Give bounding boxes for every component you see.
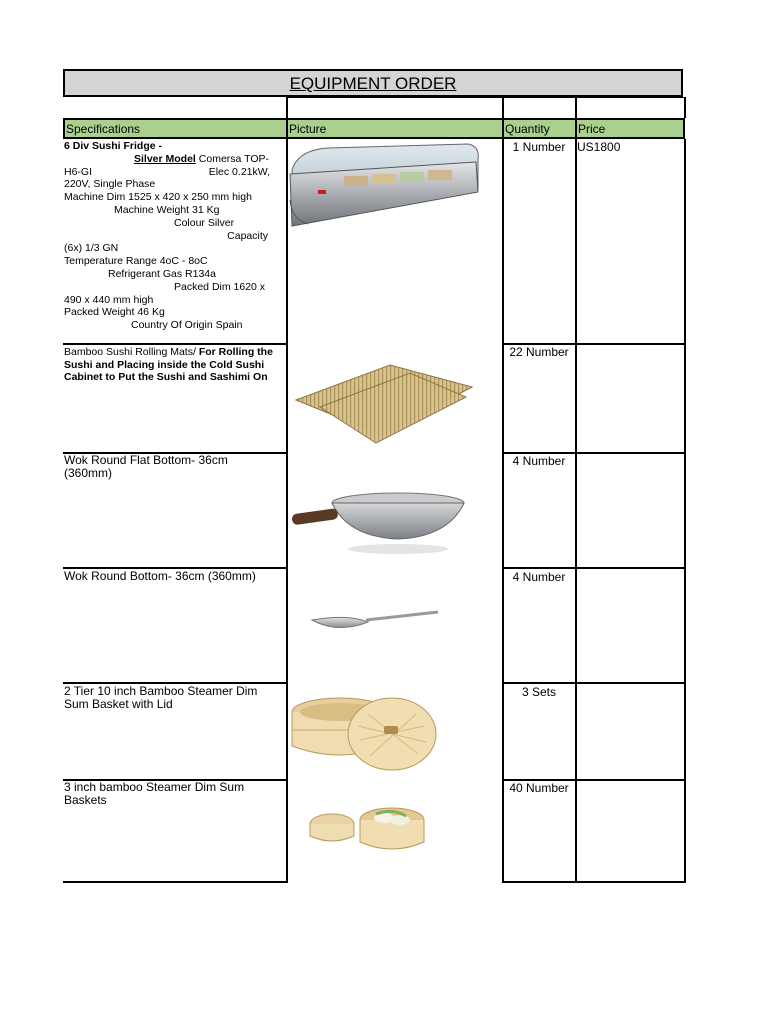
spacer-line <box>575 97 685 98</box>
spec-line <box>64 166 284 179</box>
spec-line: Packed Weight 46 Kg <box>64 306 165 319</box>
spec-line: Temperature Range 4oC - 8oC <box>64 255 208 268</box>
quantity-wok-flat: 4 Number <box>512 454 566 468</box>
header-divider <box>286 118 288 139</box>
quantity-wok-round: 4 Number <box>512 570 566 584</box>
spec-3-inch-steamer: 3 inch bamboo Steamer Dim Sum Baskets <box>64 780 245 807</box>
price-sushi-fridge: US1800 <box>577 140 621 154</box>
spec-line: Machine Dim 1525 x 420 x 250 mm high <box>64 191 252 204</box>
spec-line: 6 Div Sushi Fridge - <box>64 140 163 152</box>
header-specifications: Specifications <box>66 122 141 136</box>
spec-text: H6-GI <box>64 165 93 178</box>
model-label: Silver Model <box>134 152 196 165</box>
spec-line: Refrigerant Gas R134a <box>108 267 216 280</box>
sushi-fridge-image <box>288 140 481 228</box>
spec-line: Packed Dim 1620 x <box>174 280 266 293</box>
spec-line: Country Of Origin Spain <box>131 319 243 332</box>
title-text: EQUIPMENT ORDER <box>289 74 457 93</box>
spec-text: Bamboo Sushi Rolling Mats/ <box>64 346 199 358</box>
spec-wok-round: Wok Round Bottom- 36cm (360mm) <box>64 569 256 583</box>
row-divider <box>63 881 287 883</box>
header-picture: Picture <box>289 122 327 136</box>
spacer-line <box>286 97 502 98</box>
header-quantity: Quantity <box>505 122 550 136</box>
spec-line: 490 x 440 mm high <box>64 293 154 306</box>
spec-bamboo-mats <box>64 346 279 384</box>
column-divider <box>575 139 577 883</box>
spec-text: Elec 0.21kW, <box>208 165 270 178</box>
table-header <box>63 118 685 139</box>
column-divider <box>502 139 504 883</box>
row-divider <box>63 343 287 345</box>
spacer-line <box>502 97 575 98</box>
quantity-2-tier-steamer: 3 Sets <box>521 685 557 699</box>
row-divider <box>502 567 686 569</box>
spec-sushi-fridge <box>64 140 284 332</box>
spec-line: Machine Weight 31 Kg <box>114 203 220 216</box>
header-price: Price <box>578 122 606 136</box>
spec-2-tier-steamer: 2 Tier 10 inch Bamboo Steamer Dim Sum Basket with Lid <box>64 684 258 711</box>
model-text: Comersa TOP- <box>195 152 269 165</box>
spec-line: Colour Silver <box>174 216 235 229</box>
row-divider <box>502 682 686 684</box>
row-divider <box>502 881 686 883</box>
quantity-bamboo-mats: 22 Number <box>509 345 569 359</box>
header-divider <box>575 118 577 139</box>
document-title <box>63 69 683 97</box>
bamboo-mat-image <box>290 345 478 450</box>
spec-line: (6x) 1/3 GN <box>64 242 119 255</box>
spec-wok-flat: Wok Round Flat Bottom- 36cm (360mm) <box>64 453 228 480</box>
wok-round-image <box>308 600 442 640</box>
spacer-divider <box>502 97 504 118</box>
spec-text-bold: For Rolling the Sushi and Placing inside the Cold Sushi Cabinet to Put the Sushi and Sashimi On <box>64 346 273 383</box>
spec-line: Capacity <box>227 229 268 242</box>
quantity-3-inch-steamer: 40 Number <box>509 781 569 795</box>
steamer-2-tier-image <box>288 686 440 776</box>
spacer-divider <box>286 97 288 118</box>
wok-flat-image <box>288 455 471 565</box>
quantity-sushi-fridge: 1 Number <box>512 140 566 154</box>
spacer-divider <box>575 97 577 118</box>
column-divider <box>684 139 686 883</box>
spacer-divider <box>684 97 686 118</box>
spec-line: 220V, Single Phase <box>64 178 156 191</box>
steamer-3-inch-image <box>306 800 436 860</box>
header-divider <box>502 118 504 139</box>
spec-line <box>64 153 284 166</box>
